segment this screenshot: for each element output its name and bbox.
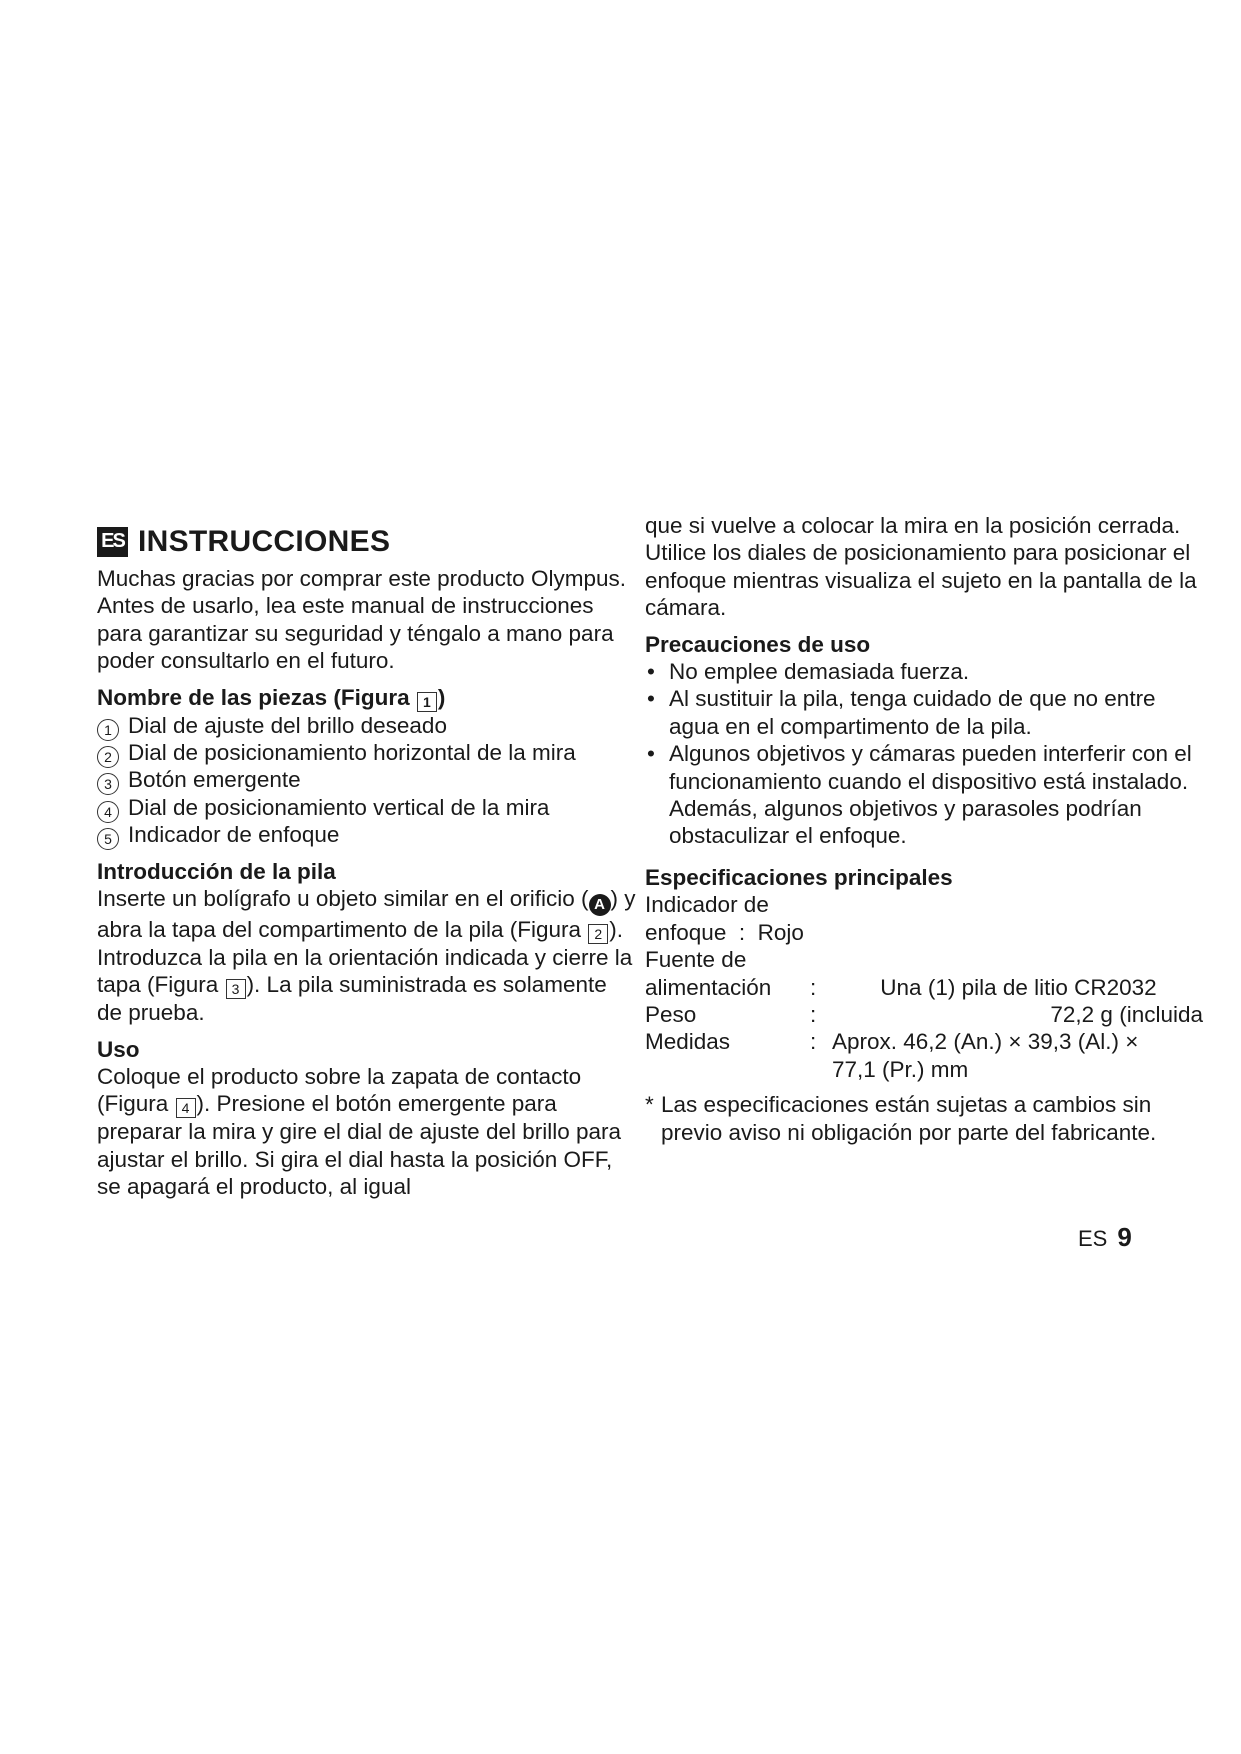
spacer [645,1056,810,1083]
spec-size-label: Medidas [645,1029,731,1055]
note-text: Las especificaciones están sujetas a cambios sin previo aviso ni obligación por parte del fabricante. [661,1092,1157,1145]
circled-number: 5 [97,828,119,850]
parts-list [97,712,637,849]
bullet-icon: • [647,741,655,767]
circled-number: 3 [97,773,119,795]
left-column [97,515,637,1201]
parts-heading [97,684,637,712]
spec-colon: : [810,974,817,1000]
precaution-text: Al sustituir la pila, tenga cuidado de que no entre agua en el compartimento de la pila. [669,686,1156,739]
spacer [810,1056,832,1083]
list-item [97,739,637,766]
language-badge: ES [97,527,128,557]
precaution-text: Algunos objetivos y cámaras pueden interferir con el funcionamiento cuando el dispositivo está instalado. Además, algunos objetivos y parasoles podrían obstaculizar el enfoque. [669,741,1192,849]
bullet-icon: • [647,686,655,712]
spec-colon: : [810,1001,817,1027]
part-label: Indicador de enfoque [128,822,340,848]
figure-3-box: 3 [226,979,246,999]
asterisk: * [645,1092,654,1118]
spec-colon: : [738,919,746,945]
list-item [645,658,1205,685]
battery-text-1: Inserte un bolígrafo u objeto similar en el orificio ( [97,886,589,912]
specs-note [645,1091,1205,1146]
spec-power-label-1: Fuente de [645,947,747,973]
spec-colon: : [810,1029,817,1055]
battery-heading: Introducción de la pila [97,858,336,884]
battery-text-3: ). Introduzca la pila en la orientación indicada y cierre la tapa (Figura [97,916,633,998]
spec-power-value: Una (1) pila de litio CR2032 [880,974,1157,1000]
spec-weight-row [645,1001,1205,1028]
parts-heading-suffix: ) [437,684,446,710]
figure-4-box: 4 [176,1098,196,1118]
list-item [97,712,637,739]
page-footer [1078,1222,1132,1253]
use-paragraph [97,1063,637,1201]
badge-a-icon: A [589,894,611,916]
spec-weight-value: 72,2 g (incluida [1050,1001,1203,1027]
list-item [97,766,637,793]
circled-number: 2 [97,746,119,768]
precautions-heading: Precauciones de uso [645,631,871,657]
figure-1-box: 1 [417,692,437,712]
list-item [645,685,1205,740]
list-item [97,794,637,821]
spec-size-row-2 [645,1056,1205,1083]
list-item [645,740,1205,850]
use-text-1: Coloque el producto sobre la zapata de contacto (Figura [97,1063,582,1117]
spec-weight-label: Peso [645,1001,697,1027]
spec-focus-row [645,919,1205,946]
use-heading: Uso [97,1036,140,1062]
spec-focus-value: Rojo [757,919,804,945]
spec-focus-label-1: Indicador de [645,892,769,918]
spec-power-row [645,974,1205,1001]
part-label: Botón emergente [128,767,301,793]
battery-paragraph [97,885,637,1027]
footer-lang: ES [1078,1226,1108,1251]
page-number: 9 [1117,1222,1132,1252]
list-item [97,821,637,848]
use-text-2: ). Presione el botón emergente para preparar la mira y gire el dial de ajuste del brillo para ajustar el brillo. Si gira el dial hasta la posición OFF, se apagará el producto, al igual [97,1091,622,1200]
page-title: INSTRUCCIONES [138,525,391,559]
part-label: Dial de posicionamiento horizontal de la mira [128,740,576,766]
battery-text-2: ) y abra la tapa del compartimento de la pila (Figura [97,886,636,942]
spec-size-value-1: Aprox. 46,2 (An.) × 39,3 (Al.) × [832,1029,1139,1055]
parts-heading-prefix: Nombre de las piezas (Figura [97,684,416,710]
title-row [97,521,637,563]
precaution-text: No emplee demasiada fuerza. [669,659,970,685]
spec-focus-label-2: enfoque [645,919,727,945]
specs-heading: Especificaciones principales [645,864,953,890]
spec-power-label-2: alimentación [645,974,772,1000]
right-column [645,512,1205,1146]
spec-size-row [645,1028,1205,1055]
specs-table [645,891,1205,1083]
precautions-list [645,658,1205,850]
circled-number: 1 [97,719,119,741]
bullet-icon: • [647,659,655,685]
figure-2-box: 2 [588,924,608,944]
part-label: Dial de posicionamiento vertical de la mira [128,794,550,820]
battery-text-4: ). La pila suministrada es solamente de prueba. [97,972,607,1026]
intro-paragraph: Muchas gracias por comprar este producto Olympus. Antes de usarlo, lea este manual de instrucciones para garantizar su seguridad y téngalo a mano para poder consultarlo en el futuro. [97,566,626,674]
circled-number: 4 [97,801,119,823]
part-label: Dial de ajuste del brillo deseado [128,712,447,738]
use-continuation: que si vuelve a colocar la mira en la posición cerrada. Utilice los diales de posicionamiento para posicionar el enfoque mientras visualiza el sujeto en la pantalla de la cámara. [645,513,1197,621]
spec-size-value-2: 77,1 (Pr.) mm [832,1056,969,1082]
